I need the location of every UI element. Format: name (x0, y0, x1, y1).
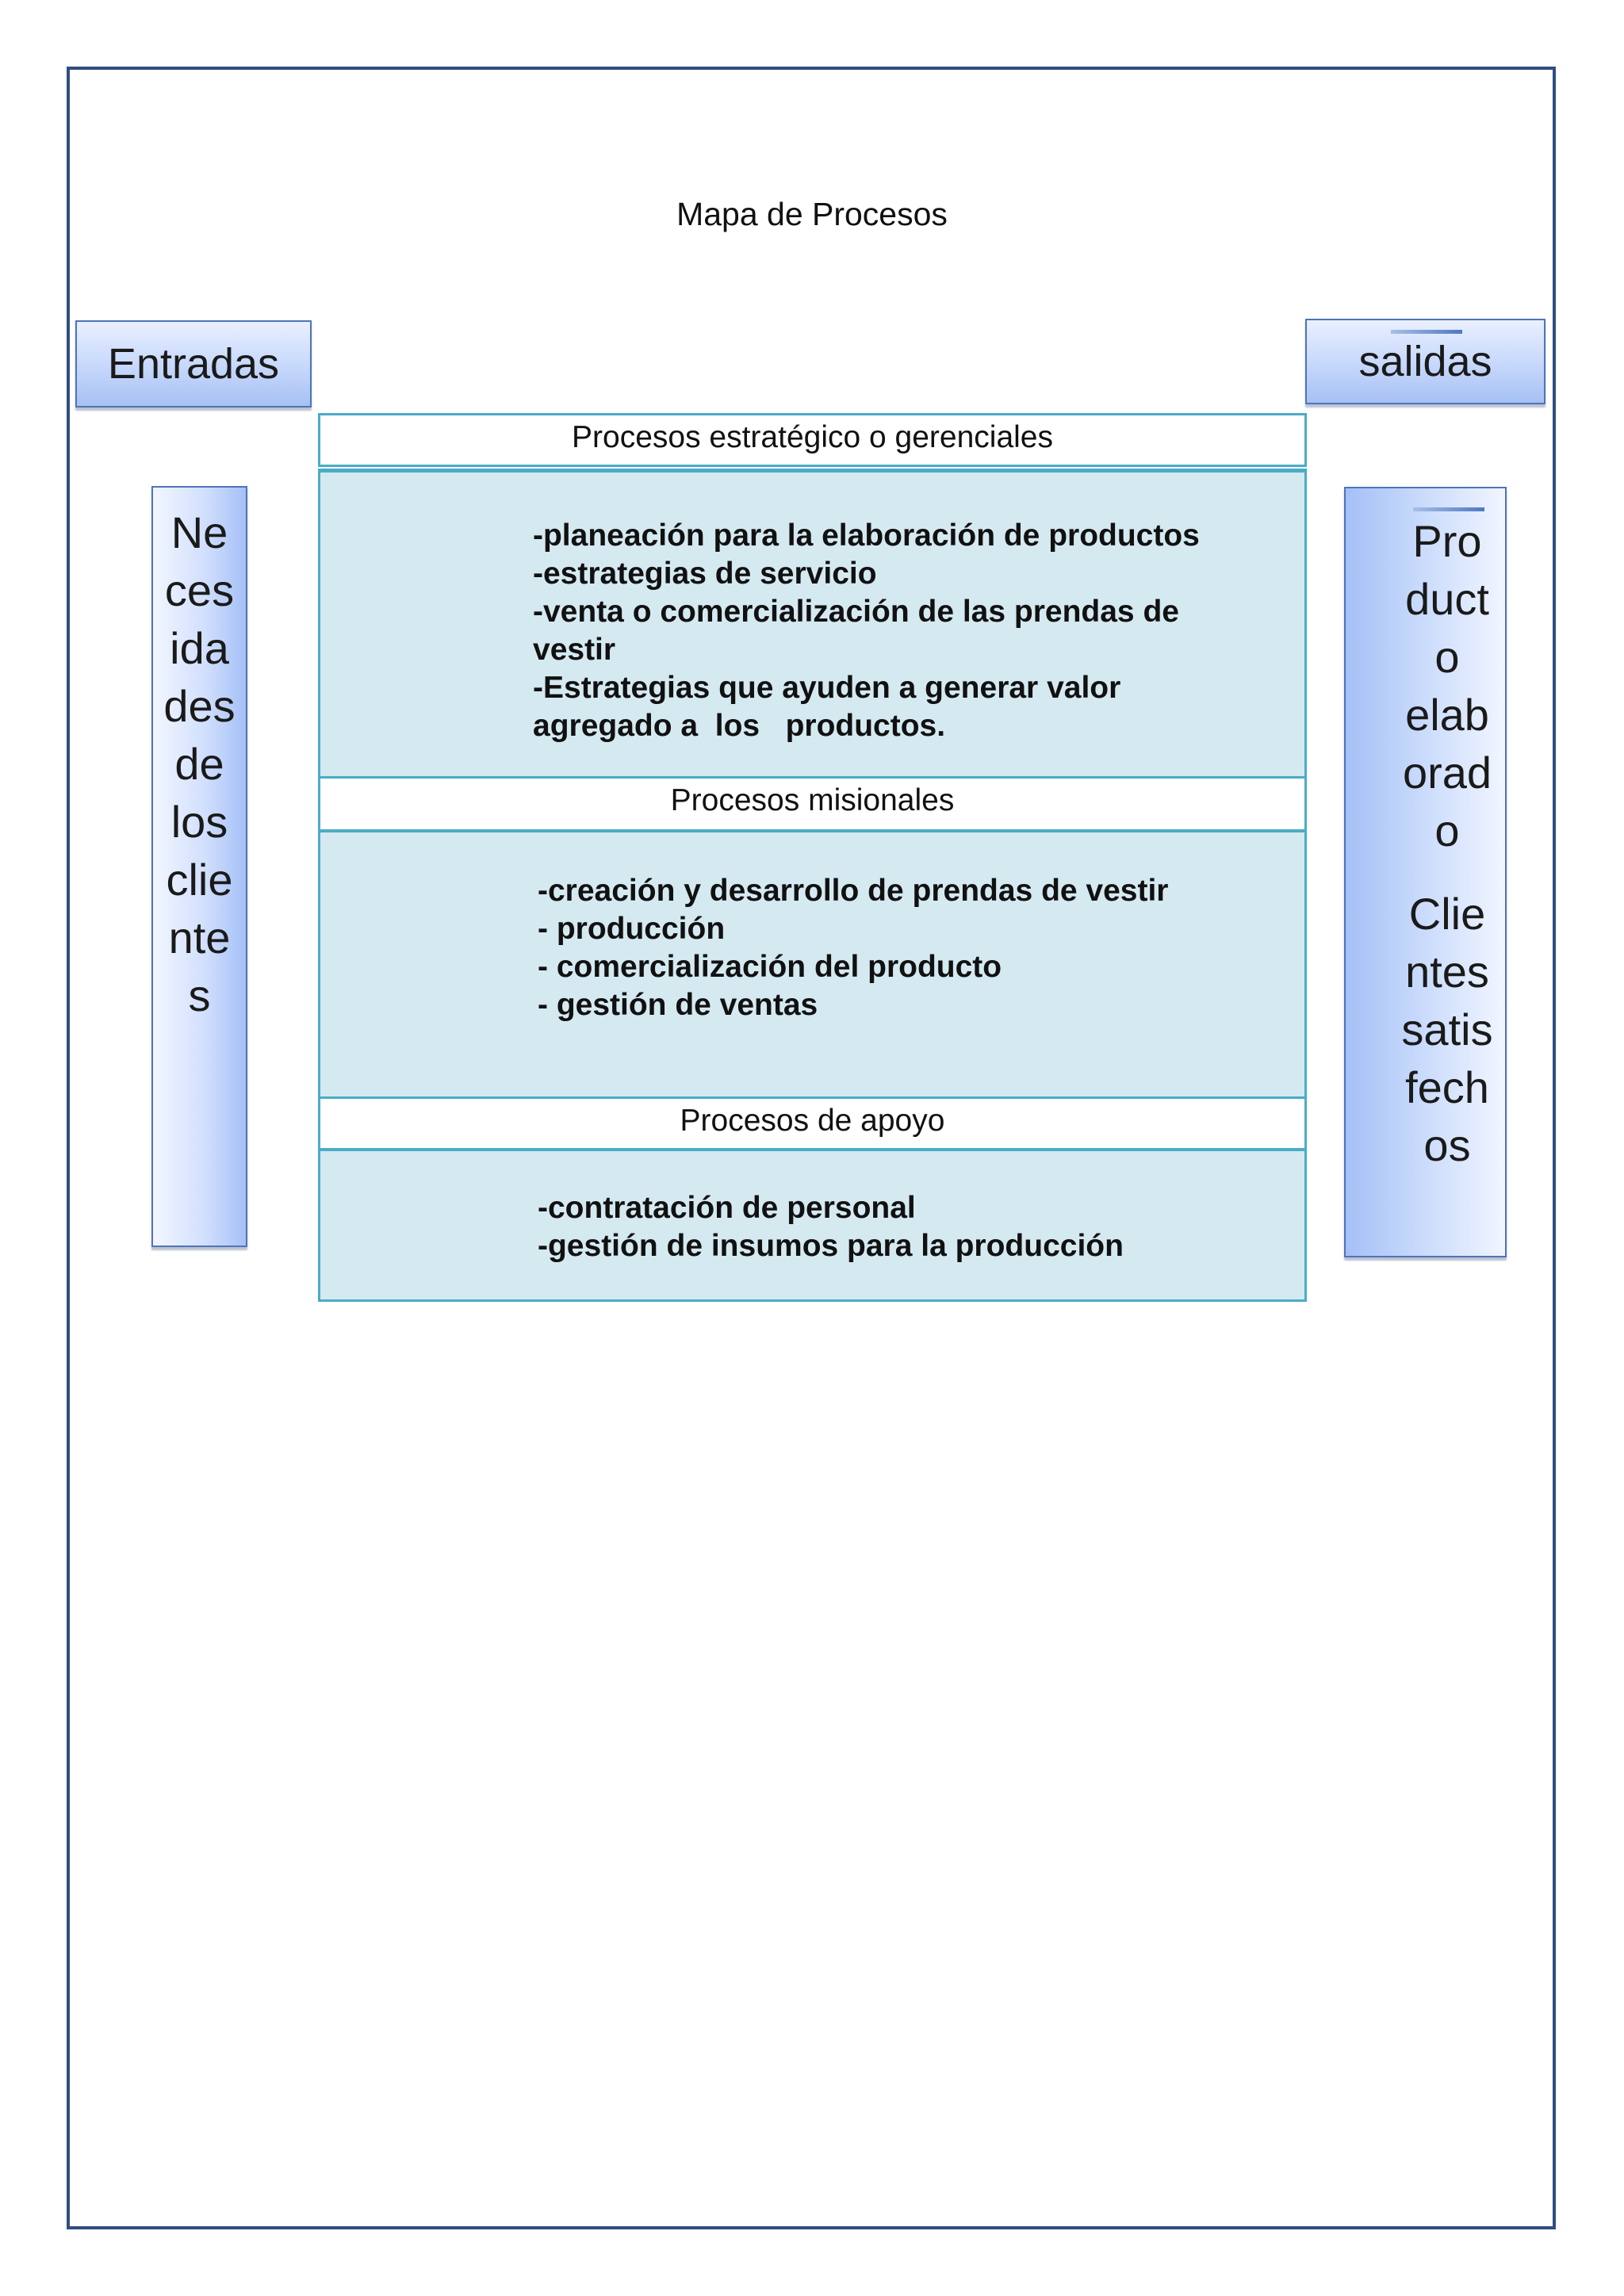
salidas-text-line: satis (1401, 1004, 1493, 1054)
entradas-label: Entradas (107, 340, 280, 388)
process-item: -gestión de insumos para la producción (538, 1229, 1124, 1263)
decorative-line (1391, 330, 1462, 334)
entradas-text-line: Ne (170, 507, 228, 557)
salidas-text-line: o (1434, 632, 1460, 682)
salidas-text-line: orad (1402, 748, 1492, 798)
entradas-text-line: des (163, 681, 236, 731)
salidas-text-line: Clie (1408, 889, 1486, 939)
salidas-label: salidas (1358, 338, 1492, 385)
entradas-text-line: los (170, 797, 228, 847)
process-item: -contratación de personal (538, 1191, 916, 1225)
entradas-text-line: ida (170, 623, 229, 673)
entradas-header (75, 320, 312, 408)
section-header-apoyo: Procesos de apoyo (318, 1096, 1307, 1150)
process-item: -creación y desarrollo de prendas de vestir (538, 874, 1169, 908)
section-body-misionales (318, 830, 1307, 1100)
salidas-text-line: ntes (1405, 947, 1489, 997)
salidas-text-producto (1392, 512, 1503, 859)
section-header-misionales: Procesos misionales (318, 776, 1307, 832)
process-item: -planeación para la elaboración de productos (533, 519, 1200, 553)
salidas-text-line: Pro (1412, 516, 1482, 566)
section-body-estrategicos (318, 469, 1307, 779)
salidas-text-line: os (1423, 1120, 1471, 1170)
process-item: - gestión de ventas (538, 988, 818, 1022)
salidas-text-line: o (1434, 806, 1460, 855)
section-body-apoyo (318, 1149, 1307, 1302)
salidas-text-line: elab (1405, 690, 1489, 740)
page-title: Mapa de Procesos (676, 196, 948, 232)
process-item: -estrategias de servicio (533, 557, 877, 591)
salidas-box (1344, 487, 1507, 1257)
process-item: - comercialización del producto (538, 950, 1002, 984)
entradas-box (151, 486, 247, 1247)
entradas-text-line: nte (168, 913, 231, 962)
process-item: -Estrategias que ayuden a generar valor agregado a los productos. (533, 671, 1130, 743)
entradas-text-line: s (188, 970, 211, 1020)
section-header-estrategicos: Procesos estratégico o gerenciales (318, 413, 1307, 467)
salidas-text-line: duct (1405, 574, 1489, 624)
entradas-text-line: de (174, 739, 224, 789)
process-item: -venta o comercialización de las prendas de vestir (533, 595, 1188, 667)
entradas-text-line: ces (164, 565, 235, 615)
process-item: - producción (538, 912, 726, 946)
salidas-text-line: fech (1405, 1062, 1489, 1112)
entradas-text-line: clie (166, 855, 233, 905)
decorative-line (1413, 507, 1484, 511)
salidas-text-clientes (1392, 885, 1503, 1174)
